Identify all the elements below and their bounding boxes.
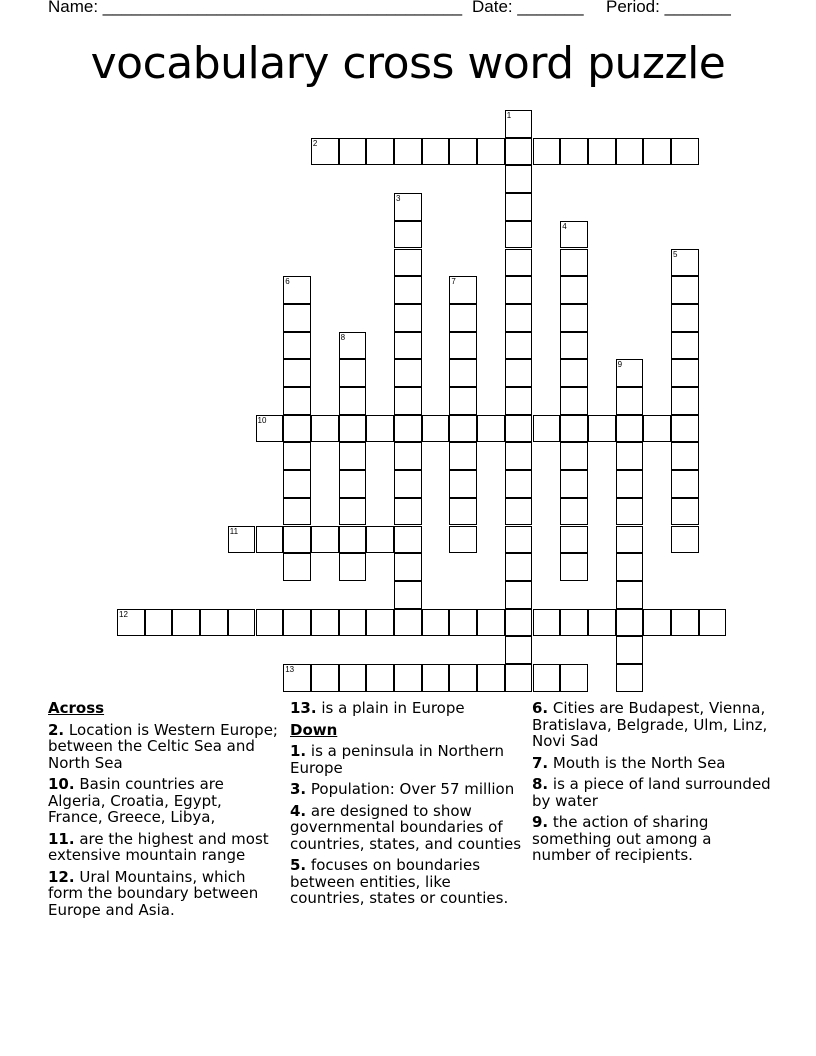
grid-cell[interactable] <box>616 581 644 609</box>
clues-column-2 <box>290 700 525 912</box>
clue-across-12: 12. Ural Mountains, which form the boundary between Europe and Asia. <box>48 867 259 919</box>
clue-number-12: 12 <box>119 609 128 619</box>
grid-cell[interactable] <box>394 664 422 692</box>
grid-cell[interactable] <box>588 609 616 637</box>
grid-cell[interactable] <box>505 332 533 360</box>
grid-cell[interactable] <box>616 442 644 470</box>
grid-cell[interactable] <box>671 304 699 332</box>
grid-cell[interactable] <box>560 387 588 415</box>
clue-number-10: 10 <box>257 415 267 425</box>
grid-cell[interactable] <box>505 165 533 193</box>
grid-cell[interactable] <box>449 526 477 554</box>
clue-down-5: 5. focuses on boundaries between entities, like countries, states or counties. <box>290 856 509 907</box>
clue-number-6: 6 <box>285 277 290 287</box>
grid-cell[interactable] <box>533 664 561 692</box>
grid-cell[interactable] <box>505 553 533 581</box>
grid-cell[interactable] <box>560 304 588 332</box>
grid-cell[interactable] <box>394 221 422 249</box>
clue-down-7: 7. Mouth is the North Sea <box>532 753 726 772</box>
grid-cell[interactable] <box>671 498 699 526</box>
grid-cell[interactable] <box>366 415 394 443</box>
grid-cell[interactable] <box>145 609 173 637</box>
clue-across-10: 10. Basin countries are Algeria, Croatia, Egypt, France, Greece, Libya, <box>48 775 224 826</box>
grid-cell[interactable] <box>394 415 422 443</box>
grid-cell[interactable] <box>422 664 450 692</box>
grid-cell[interactable] <box>283 553 311 581</box>
grid-cell[interactable] <box>505 498 533 526</box>
grid-cell[interactable] <box>339 526 367 554</box>
grid-cell[interactable] <box>200 609 228 637</box>
grid-cell[interactable] <box>394 387 422 415</box>
grid-cell[interactable] <box>477 664 505 692</box>
grid-cell[interactable] <box>339 387 367 415</box>
grid-cell[interactable] <box>616 609 644 637</box>
grid-cell[interactable] <box>643 609 671 637</box>
grid-cell[interactable] <box>477 138 505 166</box>
grid-cell[interactable] <box>505 415 533 443</box>
grid-cell[interactable] <box>283 609 311 637</box>
grid-cell[interactable] <box>505 193 533 221</box>
grid-cell[interactable] <box>311 415 339 443</box>
grid-cell[interactable] <box>616 553 644 581</box>
grid-cell[interactable] <box>671 526 699 554</box>
grid-cell[interactable] <box>671 276 699 304</box>
grid-cell[interactable] <box>505 609 533 637</box>
grid-cell[interactable] <box>560 249 588 277</box>
grid-cell[interactable] <box>533 609 561 637</box>
grid-cell[interactable] <box>560 498 588 526</box>
grid-cell[interactable] <box>366 526 394 554</box>
grid-cell[interactable] <box>394 526 422 554</box>
grid-cell[interactable] <box>394 498 422 526</box>
clue-number-1: 1 <box>506 111 512 120</box>
across-heading: Across <box>48 699 105 717</box>
grid-cell[interactable] <box>643 415 671 443</box>
grid-cell[interactable] <box>505 387 533 415</box>
grid-cell[interactable] <box>505 526 533 554</box>
grid-cell[interactable] <box>283 526 311 554</box>
grid-cell[interactable] <box>394 276 422 304</box>
grid-cell[interactable] <box>283 498 311 526</box>
date-field-label[interactable]: Date: _______ <box>472 0 584 16</box>
grid-cell[interactable] <box>394 359 422 387</box>
grid-cell[interactable] <box>422 415 450 443</box>
grid-cell[interactable] <box>283 304 311 332</box>
grid-cell[interactable] <box>505 138 533 166</box>
grid-cell[interactable] <box>588 415 616 443</box>
grid-cell[interactable] <box>616 470 644 498</box>
grid-cell[interactable] <box>394 553 422 581</box>
clue-across-11: 11. are the highest and most extensive mountain range <box>48 829 269 864</box>
grid-cell[interactable] <box>616 664 644 692</box>
grid-cell[interactable] <box>533 138 561 166</box>
grid-cell[interactable] <box>671 387 699 415</box>
grid-cell[interactable] <box>422 138 450 166</box>
grid-cell[interactable] <box>366 664 394 692</box>
clue-down-1: 1. is a peninsula in Northern Europe <box>290 742 505 777</box>
grid-cell[interactable] <box>283 359 311 387</box>
grid-cell[interactable] <box>283 470 311 498</box>
grid-cell[interactable] <box>505 276 533 304</box>
grid-cell[interactable] <box>366 609 394 637</box>
grid-cell[interactable] <box>560 442 588 470</box>
grid-cell[interactable] <box>394 609 422 637</box>
grid-cell[interactable] <box>449 415 477 443</box>
grid-cell[interactable] <box>699 609 727 637</box>
grid-cell[interactable] <box>560 332 588 360</box>
clue-number-4: 4 <box>562 221 567 231</box>
grid-cell[interactable] <box>339 553 367 581</box>
grid-cell[interactable] <box>671 138 699 166</box>
grid-cell[interactable] <box>339 442 367 470</box>
grid-cell[interactable] <box>339 609 367 637</box>
grid-cell[interactable] <box>671 415 699 443</box>
grid-cell[interactable] <box>449 498 477 526</box>
grid-cell[interactable] <box>477 415 505 443</box>
grid-cell[interactable] <box>505 359 533 387</box>
clue-down-9: 9. the action of sharing something out among a number of recipients. <box>532 813 712 864</box>
clue-down-4: 4. are designed to show governmental boundaries of countries, states, and counties <box>290 801 522 853</box>
down-heading: Down <box>290 720 338 739</box>
clue-number-13: 13 <box>285 665 295 674</box>
grid-cell[interactable] <box>560 553 588 581</box>
grid-cell[interactable] <box>283 442 311 470</box>
period-field-label[interactable]: Period: _______ <box>606 0 731 16</box>
grid-cell[interactable] <box>505 470 533 498</box>
grid-cell[interactable] <box>449 470 477 498</box>
grid-cell[interactable] <box>616 387 644 415</box>
clues-column-3 <box>532 700 772 869</box>
grid-cell[interactable] <box>449 442 477 470</box>
grid-cell[interactable] <box>311 526 339 554</box>
grid-cell[interactable] <box>505 442 533 470</box>
clue-down-8: 8. is a piece of land surrounded by water <box>532 775 771 810</box>
grid-cell[interactable] <box>228 609 256 637</box>
clue-across-13: 13. is a plain in Europe <box>290 699 465 717</box>
grid-cell[interactable] <box>477 609 505 637</box>
grid-cell[interactable] <box>339 498 367 526</box>
grid-cell[interactable] <box>560 470 588 498</box>
grid-cell[interactable] <box>339 470 367 498</box>
grid-cell[interactable] <box>394 470 422 498</box>
grid-cell[interactable] <box>671 470 699 498</box>
grid-cell[interactable] <box>588 138 616 166</box>
grid-cell[interactable] <box>671 359 699 387</box>
grid-cell[interactable] <box>671 609 699 637</box>
grid-cell[interactable] <box>560 359 588 387</box>
grid-cell[interactable] <box>449 138 477 166</box>
grid-cell[interactable] <box>560 526 588 554</box>
grid-cell[interactable] <box>449 332 477 360</box>
clue-number-8: 8 <box>340 332 346 342</box>
grid-cell[interactable] <box>394 249 422 277</box>
grid-cell[interactable] <box>671 442 699 470</box>
grid-cell[interactable] <box>560 609 588 637</box>
grid-cell[interactable] <box>533 415 561 443</box>
grid-cell[interactable] <box>616 498 644 526</box>
grid-cell[interactable] <box>283 415 311 443</box>
grid-cell[interactable] <box>449 387 477 415</box>
grid-cell[interactable] <box>560 138 588 166</box>
clue-number-11: 11 <box>229 526 239 536</box>
clue-number-9: 9 <box>617 360 623 370</box>
grid-cell[interactable] <box>394 442 422 470</box>
grid-cell[interactable] <box>616 526 644 554</box>
grid-cell[interactable] <box>505 636 533 664</box>
grid-cell[interactable] <box>283 387 311 415</box>
grid-cell[interactable] <box>560 276 588 304</box>
grid-cell[interactable] <box>643 138 671 166</box>
grid-cell[interactable] <box>560 415 588 443</box>
grid-cell[interactable] <box>339 359 367 387</box>
clue-number-7: 7 <box>451 277 456 287</box>
grid-cell[interactable] <box>394 332 422 360</box>
grid-cell[interactable] <box>172 609 200 637</box>
grid-cell[interactable] <box>339 415 367 443</box>
grid-cell[interactable] <box>339 138 367 166</box>
grid-cell[interactable] <box>505 581 533 609</box>
grid-cell[interactable] <box>311 609 339 637</box>
grid-cell[interactable] <box>449 304 477 332</box>
grid-cell[interactable] <box>505 249 533 277</box>
grid-cell[interactable] <box>616 138 644 166</box>
clue-down-6: 6. Cities are Budapest, Vienna, Bratislava, Belgrade, Ulm, Linz, Novi Sad <box>532 699 768 750</box>
grid-cell[interactable] <box>394 581 422 609</box>
clue-number-3: 3 <box>396 194 401 204</box>
grid-cell[interactable] <box>394 304 422 332</box>
clue-number-2: 2 <box>312 138 318 148</box>
grid-cell[interactable] <box>366 138 394 166</box>
clue-down-3: 3. Population: Over 57 million <box>290 780 515 798</box>
grid-cell[interactable] <box>256 609 284 637</box>
clue-number-5: 5 <box>673 249 678 259</box>
grid-cell[interactable] <box>339 664 367 692</box>
grid-cell[interactable] <box>505 304 533 332</box>
grid-cell[interactable] <box>671 332 699 360</box>
page-title: vocabulary cross word puzzle <box>90 38 726 89</box>
grid-cell[interactable] <box>616 636 644 664</box>
grid-cell[interactable] <box>560 664 588 692</box>
grid-cell[interactable] <box>422 609 450 637</box>
grid-cell[interactable] <box>449 609 477 637</box>
name-field-label[interactable]: Name: ______________________________________ <box>48 0 463 16</box>
grid-cell[interactable] <box>616 415 644 443</box>
grid-cell[interactable] <box>505 221 533 249</box>
grid-cell[interactable] <box>394 138 422 166</box>
grid-cell[interactable] <box>283 332 311 360</box>
grid-cell[interactable] <box>311 664 339 692</box>
grid-cell[interactable] <box>449 359 477 387</box>
grid-cell[interactable] <box>505 664 533 692</box>
clues-column-1 <box>48 700 280 923</box>
grid-cell[interactable] <box>449 664 477 692</box>
clue-across-2: 2. Location is Western Europe; between the Celtic Sea and North Sea <box>48 720 278 772</box>
grid-cell[interactable] <box>256 526 284 554</box>
